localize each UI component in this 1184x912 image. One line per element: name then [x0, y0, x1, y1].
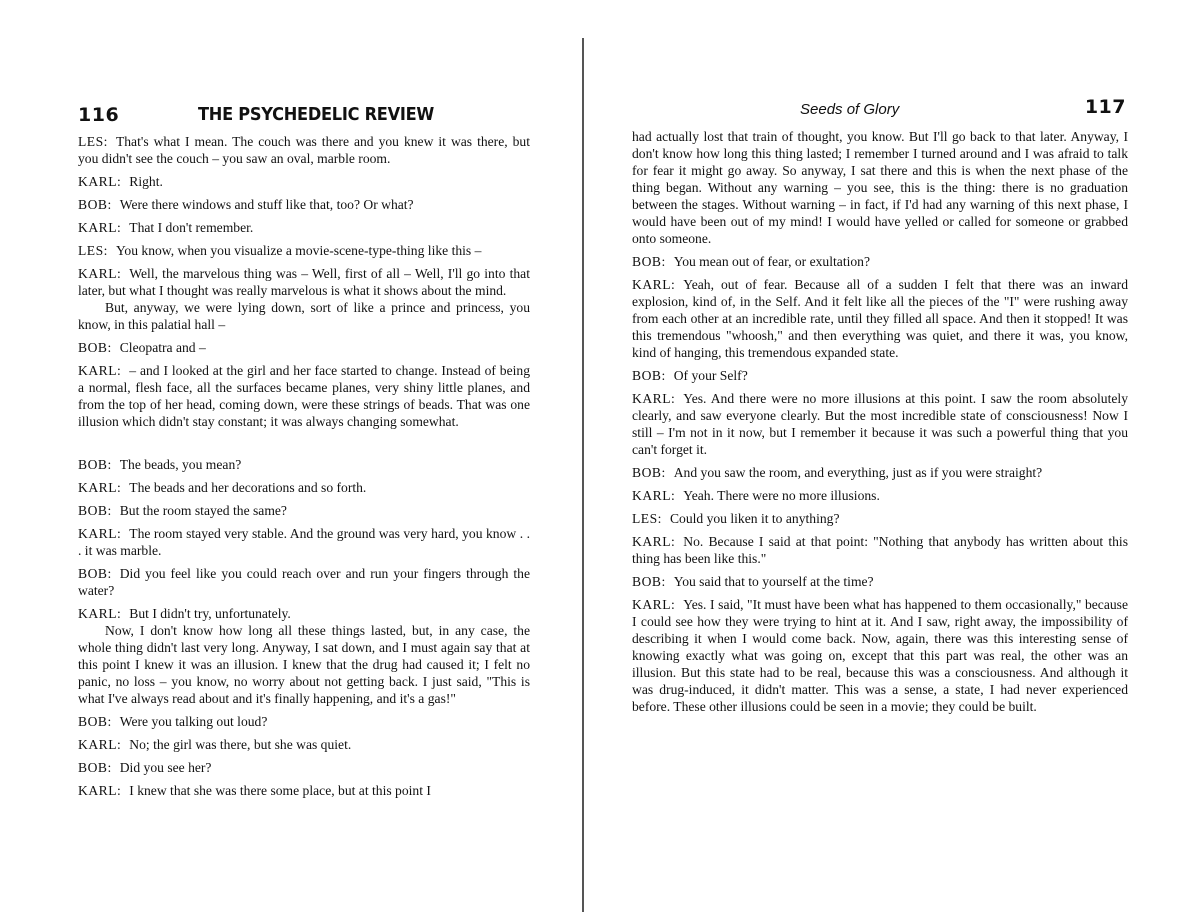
dialogue-paragraph — [632, 573, 1128, 590]
dialogue-text: Right. — [129, 174, 163, 189]
dialogue-paragraph — [78, 565, 530, 599]
dialogue-text: I knew that she was there some place, but at this point I — [129, 783, 431, 798]
continuation-paragraph: But, anyway, we were lying down, sort of like a prince and princess, you know, in this palatial hall – — [78, 300, 530, 332]
speaker-label: KARL: — [78, 220, 122, 235]
continuation-paragraph: had actually lost that train of thought, you know. But I'll go back to that later. Anyway, I don't know how long this thing lasted; I remember I turned around and I was afraid to talk for fear it might go away. So anyway, I sat there and this is when the next phase of the thing began. Without any warning – you see, this is the thing: there is no graduation between the stages. Without warning – in fact, if I'd had any warning of this next phase, I would have been out of my mind! I would have yelled or called for someone or grabbed onto someone. — [632, 129, 1128, 246]
speaker-label: BOB: — [632, 465, 666, 480]
dialogue-text: Were you talking out loud? — [119, 714, 268, 729]
right-page — [588, 0, 1184, 912]
dialogue-text: But the room stayed the same? — [119, 503, 287, 518]
dialogue-paragraph — [78, 133, 530, 167]
speaker-label: LES: — [632, 511, 662, 526]
dialogue-text: That I don't remember. — [129, 220, 254, 235]
dialogue-text: Could you liken it to anything? — [669, 511, 840, 526]
dialogue-paragraph — [632, 510, 1128, 527]
speaker-label: BOB: — [78, 457, 112, 472]
speaker-label: BOB: — [78, 197, 112, 212]
dialogue-text: The beads and her decorations and so forth. — [129, 480, 367, 495]
right-page-header — [632, 96, 1126, 126]
dialogue-paragraph — [78, 196, 530, 213]
dialogue-paragraph — [632, 390, 1128, 458]
dialogue-text: Cleopatra and – — [119, 340, 206, 355]
dialogue-text: The room stayed very stable. And the ground was very hard, you know . . . it was marble. — [78, 526, 530, 558]
speaker-label: KARL: — [632, 534, 676, 549]
dialogue-paragraph — [78, 479, 530, 496]
speaker-label: KARL: — [632, 277, 676, 292]
left-page-body — [78, 133, 530, 805]
dialogue-text: The beads, you mean? — [119, 457, 242, 472]
dialogue-text: Did you see her? — [119, 760, 212, 775]
dialogue-text: Well, the marvelous thing was – Well, first of all – Well, I'll go into that later, but what I thought was really marvelous is what it shows about the mind. — [78, 266, 530, 298]
right-page-body — [632, 128, 1128, 721]
dialogue-paragraph — [78, 219, 530, 236]
speaker-label: KARL: — [78, 526, 122, 541]
dialogue-paragraph — [78, 782, 530, 799]
left-page — [0, 0, 580, 912]
speaker-label: KARL: — [632, 597, 676, 612]
running-head: Seeds of Glory — [800, 101, 900, 118]
book-gutter — [582, 38, 584, 912]
speaker-label: KARL: — [78, 266, 122, 281]
speaker-label: BOB: — [78, 503, 112, 518]
dialogue-paragraph — [78, 362, 530, 430]
dialogue-paragraph — [78, 525, 530, 559]
dialogue-text: You said that to yourself at the time? — [673, 574, 874, 589]
running-head: THE PSYCHEDELIC REVIEW — [198, 104, 435, 125]
left-page-header — [78, 100, 530, 130]
speaker-label: KARL: — [78, 480, 122, 495]
dialogue-paragraph — [78, 456, 530, 473]
dialogue-text: Of your Self? — [673, 368, 748, 383]
speaker-label: KARL: — [78, 606, 122, 621]
dialogue-text: Yes. And there were no more illusions at this point. I saw the room absolutely clearly, and saw everyone clearly. But the most incredible state of consciousness! Now I still – I'm not in it now, but I remember it because it was such a powerful thing that you can't forget it. — [632, 391, 1128, 457]
dialogue-text: You know, when you visualize a movie-scene-type-thing like this – — [115, 243, 482, 258]
speaker-label: KARL: — [78, 363, 122, 378]
dialogue-paragraph — [78, 173, 530, 190]
speaker-label: KARL: — [78, 737, 122, 752]
dialogue-paragraph — [78, 713, 530, 730]
dialogue-text: Were there windows and stuff like that, too? Or what? — [119, 197, 414, 212]
speaker-label: BOB: — [632, 254, 666, 269]
dialogue-text: Yeah, out of fear. Because all of a sudden I felt that there was an inward explosion, kind of, in the Self. And it felt like all the pieces of the "I" were rushing away from each other at an incredible rate, until they filled all space. And then it stopped! It was this tremendous "whoosh," and then everything was quiet, and there it was, you know, kind of hanging, this tremendous expanded state. — [632, 277, 1128, 360]
speaker-label: KARL: — [78, 174, 122, 189]
dialogue-paragraph — [78, 265, 530, 299]
speaker-label: LES: — [78, 243, 108, 258]
dialogue-paragraph — [632, 533, 1128, 567]
page-number: 116 — [78, 104, 120, 126]
speaker-label: BOB: — [78, 714, 112, 729]
dialogue-text: Did you feel like you could reach over and run your fingers through the water? — [78, 566, 530, 598]
speaker-label: KARL: — [632, 391, 676, 406]
dialogue-text: No; the girl was there, but she was quiet. — [129, 737, 352, 752]
dialogue-paragraph — [632, 276, 1128, 361]
speaker-label: BOB: — [78, 340, 112, 355]
dialogue-text: – and I looked at the girl and her face started to change. Instead of being a normal, flesh face, all the surfaces became planes, very shiny little planes, and from the top of her head, coming down, were these strings of beads. That was one illusion which didn't stay constant; it was always changing somewhat. — [78, 363, 530, 429]
dialogue-paragraph — [78, 736, 530, 753]
dialogue-paragraph — [632, 253, 1128, 270]
dialogue-paragraph — [632, 596, 1128, 715]
speaker-label: BOB: — [78, 760, 112, 775]
dialogue-paragraph — [632, 464, 1128, 481]
dialogue-paragraph — [632, 367, 1128, 384]
dialogue-text: You mean out of fear, or exultation? — [673, 254, 870, 269]
dialogue-paragraph — [632, 487, 1128, 504]
dialogue-text: And you saw the room, and everything, just as if you were straight? — [673, 465, 1043, 480]
dialogue-text: That's what I mean. The couch was there and you knew it was there, but you didn't see the couch – you saw an oval, marble room. — [78, 134, 530, 166]
dialogue-paragraph — [78, 339, 530, 356]
dialogue-paragraph — [78, 759, 530, 776]
speaker-label: LES: — [78, 134, 108, 149]
speaker-label: BOB: — [632, 574, 666, 589]
dialogue-text: No. Because I said at that point: "Nothing that anybody has written about this thing has been like this." — [632, 534, 1128, 566]
continuation-paragraph: Now, I don't know how long all these things lasted, but, in any case, the whole thing didn't last very long. Anyway, I sat down, and I must again say that at this point I knew it was an illusion. I knew that the drug had caused it; I felt no panic, no loss – you know, no worry about not getting back. I just said, "This is what I've always read about and it's finally happening, and it's a gas!" — [78, 623, 530, 706]
speaker-label: KARL: — [78, 783, 122, 798]
dialogue-paragraph — [78, 242, 530, 259]
dialogue-paragraph — [78, 605, 530, 622]
dialogue-paragraph — [78, 502, 530, 519]
speaker-label: KARL: — [632, 488, 676, 503]
speaker-label: BOB: — [632, 368, 666, 383]
dialogue-text: Yeah. There were no more illusions. — [683, 488, 880, 503]
page-number: 117 — [1084, 96, 1126, 118]
dialogue-text: But I didn't try, unfortunately. — [129, 606, 291, 621]
dialogue-text: Yes. I said, "It must have been what has happened to them occasionally," because I could see how they were trying to hint at it. And I saw, right away, the impossibility of describing it when I would come back. Now, again, there was this interesting sense of knowing exactly what was going on, except that this part was real, the other was an illusion. But this state had to be real, because this was a consciousness. And although it was drug-induced, it didn't matter. This was a sense, a state, I had never experienced before. These other illusions could be seen in a movie; they could be built. — [632, 597, 1128, 714]
speaker-label: BOB: — [78, 566, 112, 581]
